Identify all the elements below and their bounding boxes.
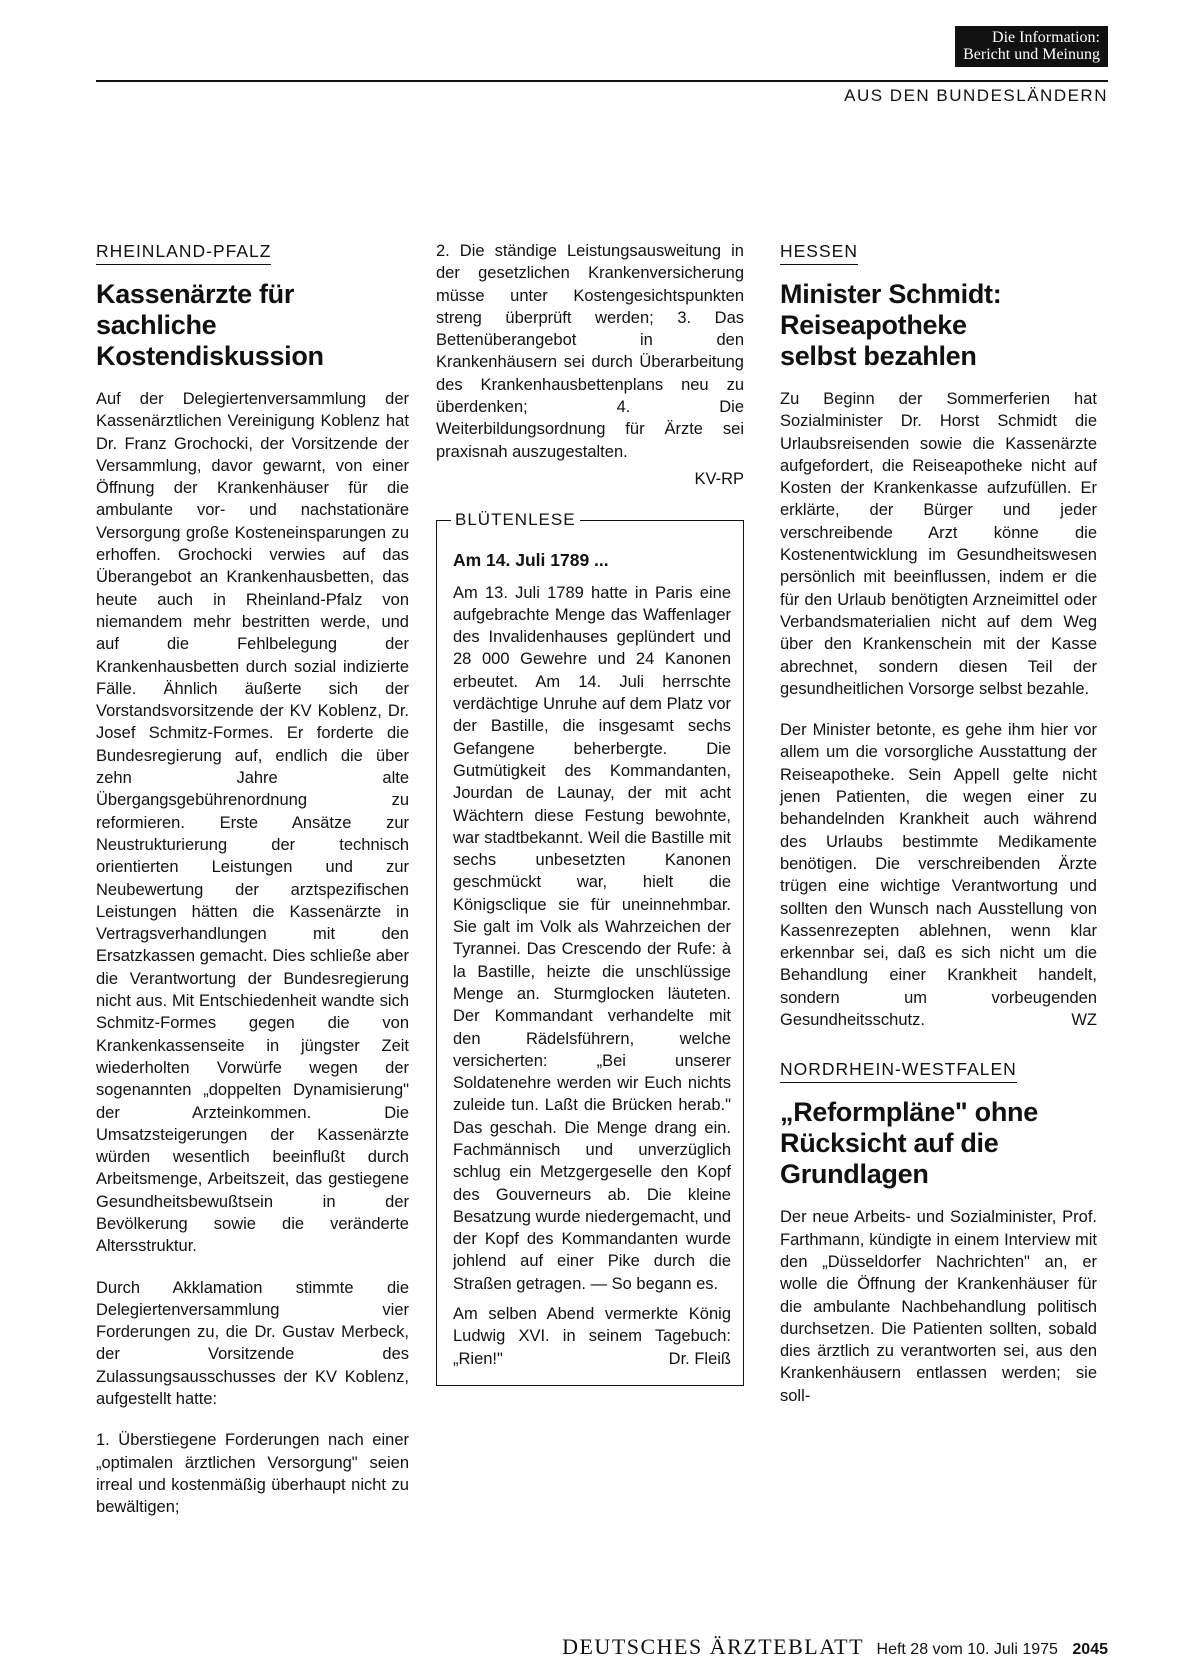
region-label-hessen: HESSEN bbox=[780, 240, 858, 265]
article-title-reformplaene: „Reformpläne" ohne Rücksicht auf die Grundlagen bbox=[780, 1097, 1038, 1190]
region-label-rheinland-pfalz: RHEINLAND-PFALZ bbox=[96, 240, 271, 265]
box-heading: Am 14. Juli 1789 ... bbox=[453, 550, 609, 571]
page-number: 2045 bbox=[1072, 1641, 1108, 1658]
column-3 bbox=[780, 240, 1097, 1426]
article2-paragraph-1: Zu Beginn der Sommerferien hat Sozialminister Dr. Horst Schmidt die Urlaubsreisenden sowie die Kassenärzte aufgefordert, die Reiseapotheke nicht auf Kosten der Krankenkasse aufzufüllen. Er erklärte, der Bürger und jeder verschreibende Arzt könne die Kostenentwicklung im Gesundheitswesen persönlich mit beeinflussen, indem er die für den Urlaub benötigten Arzneimittel oder Verbandsmaterialien nicht auf dem Weg über den Krankenschein mit der Kasse abrechnet, sondern diesen Teil der gesundheitlichen Vorsorge selbst bezahle. bbox=[780, 390, 1097, 698]
article2-paragraph-2-text: Der Minister betonte, es gehe ihm hier vor allem um die vorsorgliche Ausstattung der Reiseapotheke. Sein Appell gelte nicht jenen Patienten, die wegen einer zu behandelnden Krankheit auch während des Urlaubs bestimmte Medikamente benötigen. Die verschreibenden Ärzte trügen eine wichtige Verantwortung und sollten den Wunsch nach Ausstellung von Kassenrezepten ablehnen, wenn klar erkennbar sei, daß es sich nicht um die Behandlung einer Krankheit handelt, sondern um vorbeugenden Gesundheitsschutz. bbox=[780, 721, 1097, 1030]
article1-signature-line bbox=[436, 468, 744, 490]
box-paragraph-2-text: Am selben Abend vermerkte König Ludwig XVI. in seinem Tagebuch: „Rien!" bbox=[453, 1305, 731, 1368]
article1-paragraph-2: Durch Akklamation stimmte die Delegiertenversammlung vier Forderungen zu, die Dr. Gustav Merbeck, der Vorsitzende des Zulassungsausschusses der KV Koblenz, aufgestellt hatte: bbox=[96, 1278, 409, 1409]
column-1 bbox=[96, 240, 409, 1538]
article3-paragraph-1: Der neue Arbeits- und Sozialminister, Prof. Farthmann, kündigte in einem Interview mit den „Düsseldorfer Nachrichten" an, er wolle die Öffnung der Krankenhäuser für die ambulante Nachbehandlung politisch durchsetzen. Die Patienten sollten, sobald dies ärztlich zu verantworten sei, aus den Krankenhäusern entlassen werden; sie soll- bbox=[780, 1208, 1097, 1405]
bluetenlese-box bbox=[436, 510, 744, 1386]
article1-paragraph-4: 2. Die ständige Leistungsausweitung in der gesetzlichen Krankenversicherung müsse unter Kostengesichtspunkten streng überprüft werden; 3. Das Bettenüberangebot in den Krankenhäusern sei durch Überarbeitung des Krankenhausbettenplans neu zu überdenken; 4. Die Weiterbildungsordnung für Ärzte sei praxisnah auszugestalten. bbox=[436, 242, 744, 461]
box-paragraph-2 bbox=[453, 1303, 731, 1370]
article2-signature: WZ bbox=[1071, 1011, 1097, 1030]
article2-paragraph-2 bbox=[780, 719, 1097, 1031]
rubric-badge bbox=[955, 26, 1108, 67]
box-label: BLÜTENLESE bbox=[451, 509, 580, 531]
article1-signature: KV-RP bbox=[694, 469, 744, 488]
box-paragraph-1: Am 13. Juli 1789 hatte in Paris eine aufgebrachte Menge das Waffenlager des Invalidenhauses geplündert und 28 000 Gewehre und 24 Kanonen erbeutet. Am 14. Juli herrschte verdächtige Unruhe auf dem Platz vor der Bastille, die insgesamt sechs Gefangene beherbergte. Die Gutmütigkeit des Kommandanten, Jourdan de Launay, der mit acht Wächtern diese Festung bewohnte, war stadtbekannt. Weil die Bastille mit sechs unbesetzten Kanonen geschmückt war, hielt die Königsclique sie für uneinnehmbar. Sie galt im Volk als Wahrzeichen der Tyrannei. Das Crescendo der Rufe: à la Bastille, heizte die unschlüssige Menge an. Sturmglocken läuteten. Der Kommandant verhandelte mit den Rädelsführern, welche versicherten: „Bei unserer Soldatenehre werden wir Euch nichts zuleide tun. Laßt die Brücken herab." Das geschah. Die Menge drang ein. Fachmännisch und unverzüglich schlug ein Metzgergeselle den Kopf des Gouverneurs ab. Die kleine Besatzung wurde niedergemacht, und der Kopf des Kommandanten wurde johlend auf einer Pike durch die Straßen getragen. — So begann es. bbox=[453, 583, 731, 1293]
magazine-name: DEUTSCHES ÄRZTEBLATT bbox=[562, 1634, 865, 1659]
article-title-minister-schmidt: Minister Schmidt: Reiseapotheke selbst bezahlen bbox=[780, 279, 1002, 371]
page-footer bbox=[562, 1634, 1108, 1660]
badge-line-2: Bericht und Meinung bbox=[963, 46, 1100, 63]
section-heading: AUS DEN BUNDESLÄNDERN bbox=[844, 86, 1108, 105]
article1-paragraph-3: 1. Überstiegene Forderungen nach einer „optimalen ärztlichen Versorgung" seien irreal und kostenmäßig überhaupt nicht zu bewältigen; bbox=[96, 1431, 409, 1517]
header-rule bbox=[96, 80, 1108, 82]
spacer bbox=[780, 1036, 1097, 1058]
issue-info: Heft 28 vom 10. Juli 1975 bbox=[876, 1641, 1058, 1658]
region-label-nordrhein-westfalen: NORDRHEIN-WESTFALEN bbox=[780, 1058, 1017, 1083]
column-2 bbox=[436, 240, 744, 1386]
article1-paragraph-1: Auf der Delegiertenversammlung der Kassenärztlichen Vereinigung Koblenz hat Dr. Franz Grochocki, der Vorsitzende der Versammlung, davor gewarnt, von einer Öffnung der Krankenhäuser für die ambulante vor- und nachstationäre Versorgung große Kosteneinsparungen zu erhoffen. Grochocki verwies auf das Überangebot an Krankenhausbetten, das heute auch in Rheinland-Pfalz von niemandem mehr bestritten werde, und auf die Fehlbelegung der Krankenhausbetten durch sozial indizierte Fälle. Ähnlich äußerte sich der Vorstandsvorsitzende der KV Koblenz, Dr. Josef Schmitz-Formes. Er forderte die Bundesregierung auf, endlich die über zehn Jahre alte Übergangsgebührenordnung zu reformieren. Erste Ansätze zur Neustrukturierung der technisch orientierten Leistungen und zur Neubewertung der arztspezifischen Leistungen hätten die Kassenärzte in Vertragsverhandlungen mit den Ersatzkassen gemacht. Dies schließe aber die Verantwortung der Bundesregierung nicht aus. Mit Entschiedenheit wandte sich Schmitz-Formes gegen die von Krankenkassenseite in jüngster Zeit wiederholten Vorwürfe wegen der sogenannten „doppelten Dynamisierung" der Arzteinkommen. Die Umsatzsteigerungen der Kassenärzte würden wesentlich beeinflußt durch Arbeitsmenge, Arbeitszeit, das gestiegene Gesundheitsbewußtsein in der Bevölkerung sowie die veränderte Altersstruktur. bbox=[96, 390, 409, 1256]
badge-line-1: Die Information: bbox=[992, 29, 1100, 46]
box-signature: Dr. Fleiß bbox=[668, 1349, 731, 1368]
article-title-kassenaerzte: Kassenärzte für sachliche Kostendiskussion bbox=[96, 279, 324, 371]
